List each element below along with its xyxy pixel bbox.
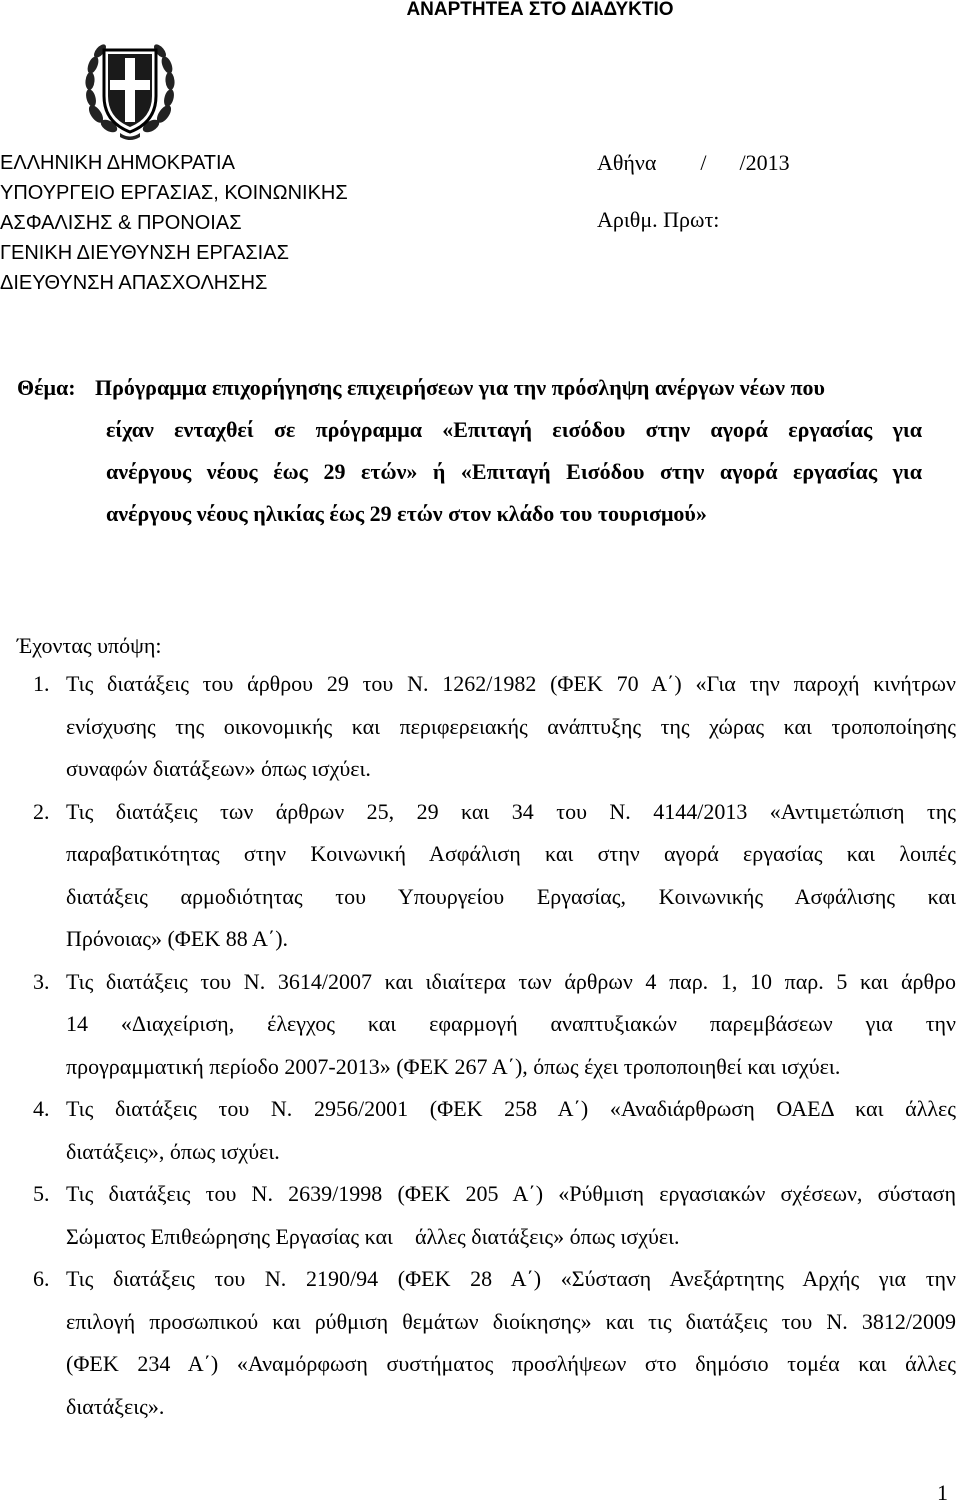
sender-line: ΑΣΦΑΛΙΣΗΣ & ΠΡΟΝΟΙΑΣ: [0, 212, 242, 234]
list-item: [0, 791, 960, 961]
sender-line: ΥΠΟΥΡΓΕΙΟ ΕΡΓΑΣΙΑΣ, ΚΟΙΝΩΝΙΚΗΣ: [0, 182, 348, 204]
subject-text: [95, 367, 922, 535]
considerations-list: [0, 663, 960, 1428]
protocol-number: Αριθμ. Πρωτ:: [597, 207, 720, 232]
item-line: ενίσχυσης της οικονομικής και περιφερειακής ανάπτυξης της χώρας και τροποποίησης: [66, 713, 956, 739]
item-line: διατάξεις», όπως ισχύει.: [66, 1138, 280, 1164]
item-number: 4.: [33, 1096, 50, 1121]
subject-line: είχαν ενταχθεί σε πρόγραμμα «Επιταγή εισόδου στην αγορά εργασίας για: [106, 417, 922, 442]
item-number: 1.: [33, 671, 50, 696]
sender-line: ΔΙΕΥΘΥΝΣΗ ΑΠΑΣΧΟΛΗΣΗΣ: [0, 272, 268, 294]
page-number: 1: [937, 1480, 948, 1505]
subject-label: Θέμα:: [17, 375, 76, 400]
list-item: [0, 663, 960, 791]
sender-block: [0, 148, 520, 298]
item-line: παραβατικότητας στην Κοινωνική Ασφάλιση και στην αγορά εργασίας και λοιπές: [66, 841, 956, 866]
sender-line: ΓΕΝΙΚΗ ΔΙΕΥΘΥΝΣΗ ΕΡΓΑΣΙΑΣ: [0, 242, 289, 264]
item-line: συναφών διατάξεων» όπως ισχύει.: [66, 756, 371, 781]
item-line: Τις διατάξεις των άρθρων 25, 29 και 34 του Ν. 4144/2013 «Αντιμετώπιση της: [66, 798, 956, 824]
list-item: [0, 1258, 960, 1428]
item-number: 3.: [33, 968, 50, 994]
subject-line: Πρόγραμμα επιχορήγησης επιχειρήσεων για την πρόσληψη ανέργων νέων που: [95, 375, 825, 400]
item-line: διατάξεις».: [66, 1393, 165, 1419]
place-date: Αθήνα / /2013: [597, 150, 790, 175]
considering-label: Έχοντας υπόψη:: [17, 633, 162, 658]
item-line: 14 «Διαχείριση, έλεγχος και εφαρμογή αναπτυξιακών παρεμβάσεων για την: [66, 1011, 956, 1036]
item-line: Τις διατάξεις του Ν. 3614/2007 και ιδιαίτερα των άρθρων 4 παρ. 1, 10 παρ. 5 και άρθρο: [66, 968, 956, 994]
list-item: [0, 1088, 960, 1173]
sender-line: ΕΛΛΗΝΙΚΗ ΔΗΜΟΚΡΑΤΙΑ: [0, 152, 235, 174]
item-line: Τις διατάξεις του Ν. 2190/94 (ΦΕΚ 28 Α΄) «Σύσταση Ανεξάρτητης Αρχής για την: [66, 1266, 956, 1291]
subject-line: ανέργους νέους ηλικίας έως 29 ετών στον κλάδο του τουρισμού»: [106, 501, 707, 526]
subject-line: ανέργους νέους έως 29 ετών» ή «Επιταγή Εισόδου στην αγορά εργασίας για: [106, 459, 922, 484]
item-number: 2.: [33, 798, 50, 824]
item-line: Σώματος Επιθεώρησης Εργασίας και άλλες διατάξεις» όπως ισχύει.: [66, 1223, 680, 1249]
item-line: (ΦΕΚ 234 Α΄) «Αναμόρφωση συστήματος προσλήψεων στο δημόσιο τομέα και άλλες: [66, 1351, 956, 1376]
item-line: επιλογή προσωπικού και ρύθμιση θεμάτων διοίκησης» και τις διατάξεις του Ν. 3812/2009: [66, 1308, 956, 1334]
posting-label: ΑΝΑΡΤΗΤΕΑ ΣΤΟ ΔΙΑΔΥΚΤΙΟ: [406, 0, 674, 20]
greek-coat-of-arms-icon: [82, 36, 178, 142]
item-line: Τις διατάξεις του Ν. 2956/2001 (ΦΕΚ 258 Α΄) «Αναδιάρθρωση ΟΑΕΔ και άλλες: [66, 1096, 956, 1121]
item-line: διατάξεις αρμοδιότητας του Υπουργείου Εργασίας, Κοινωνικής Ασφάλισης και: [66, 883, 956, 909]
item-line: Τις διατάξεις του Ν. 2639/1998 (ΦΕΚ 205 Α΄) «Ρύθμιση εργασιακών σχέσεων, σύσταση: [66, 1181, 956, 1206]
item-number: 5.: [33, 1181, 50, 1206]
item-line: Τις διατάξεις του άρθρου 29 του Ν. 1262/1982 (ΦΕΚ 70 Α΄) «Για την παροχή κινήτρων: [66, 671, 956, 696]
item-line: προγραμματική περίοδο 2007-2013» (ΦΕΚ 267 Α΄), όπως έχει τροποποιηθεί και ισχύει.: [66, 1053, 841, 1079]
item-line: Πρόνοιας» (ΦΕΚ 88 Α΄).: [66, 926, 289, 951]
item-number: 6.: [33, 1266, 50, 1291]
list-item: [0, 961, 960, 1089]
list-item: [0, 1173, 960, 1258]
